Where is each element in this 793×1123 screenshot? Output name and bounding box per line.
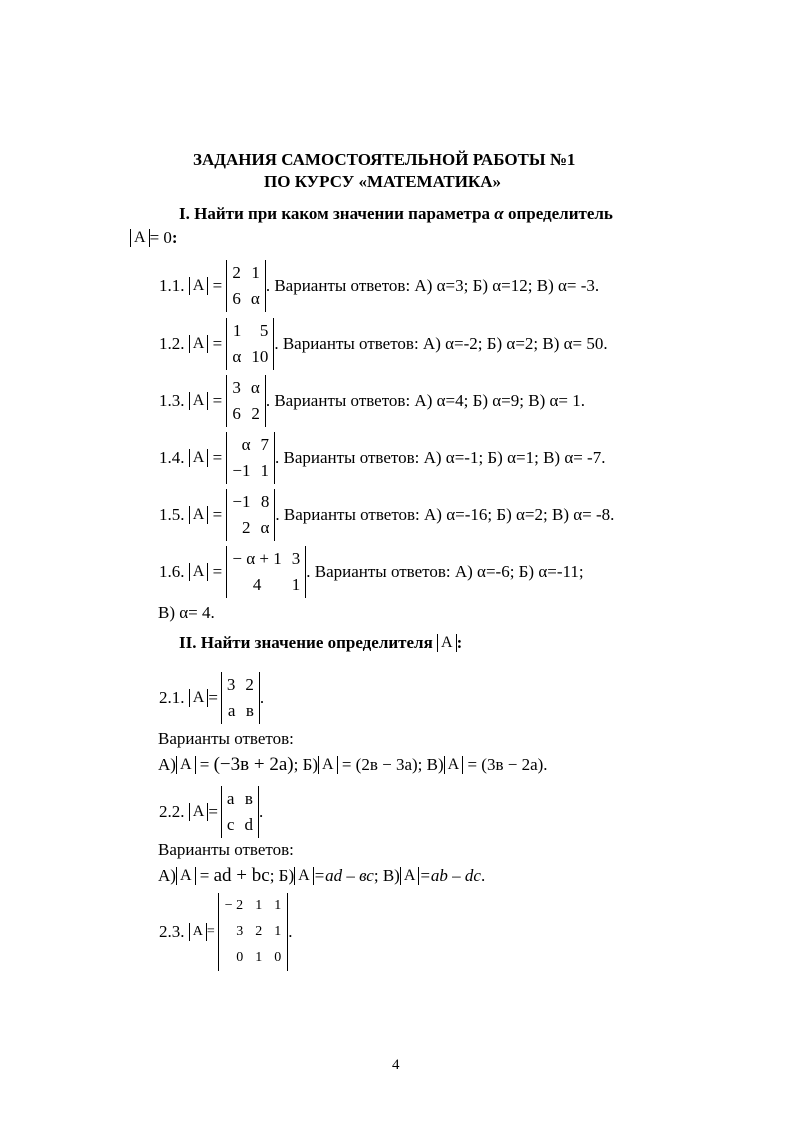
problem-2-1: 2.1. A = 3 2 а в . [159, 672, 264, 724]
determinant-matrix: 2 1 6 α [226, 260, 265, 312]
determinant-matrix: а в с d [221, 786, 259, 838]
problem-2-3: 2.3. A = − 2 1 1 3 2 1 0 1 0 . [159, 893, 292, 971]
determinant-matrix: − 2 1 1 3 2 1 0 1 0 [218, 893, 288, 971]
page-number: 4 [392, 1057, 400, 1073]
determinant-matrix: 3 α 6 2 [226, 375, 265, 427]
determinant-matrix: 3 2 а в [221, 672, 260, 724]
abs-A: A [130, 229, 150, 247]
answers-2-1: А) A = (−3в + 2а) ; Б) A = (2в − 3а) ; В) A = (3в − 2а) . [158, 754, 548, 775]
title-line-2: ПО КУРСУ «МАТЕМАТИКА» [264, 172, 502, 191]
problem-1-6: 1.6. A = − α + 1 3 4 1 . Варианты ответов: А) α=-6; Б) α=-11; [159, 546, 584, 598]
problem-1-2: 1.2. A = 1 5 α 10 . Варианты ответов: А) α=-2; Б) α=2; В) α= 50. [159, 318, 608, 370]
section-2-heading: II. Найти значение определителя A : [179, 633, 463, 652]
answers-2-2: А) A = ad + bc ; Б) A =ad – вс ; В) A =ab – dc . [158, 865, 486, 886]
section-1-condition: A = 0 : [130, 228, 178, 248]
determinant-matrix: 1 5 α 10 [226, 318, 274, 370]
problem-1-5: 1.5. A = −1 8 2 α . Варианты ответов: А) α=-16; Б) α=2; В) α= -8. [159, 489, 614, 541]
section-1-heading: I. Найти при каком значении параметра α определитель [179, 204, 613, 223]
determinant-matrix: −1 8 2 α [226, 489, 275, 541]
variants-label: Варианты ответов: [158, 729, 294, 748]
problem-1-3: 1.3. A = 3 α 6 2 . Варианты ответов: А) α=4; Б) α=9; В) α= 1. [159, 375, 585, 427]
problem-2-2: 2.2. A = а в с d . [159, 786, 263, 838]
determinant-matrix: − α + 1 3 4 1 [226, 546, 306, 598]
variants-label: Варианты ответов: [158, 840, 294, 859]
problem-1-1: 1.1. A = 2 1 6 α . Варианты ответов: А) α=3; Б) α=12; В) α= -3. [159, 260, 599, 312]
title-line-1: ЗАДАНИЯ САМОСТОЯТЕЛЬНОЙ РАБОТЫ №1 [193, 150, 576, 169]
problem-1-4: 1.4. A = α 7 −1 1 . Варианты ответов: А) α=-1; Б) α=1; В) α= -7. [159, 432, 605, 484]
determinant-matrix: α 7 −1 1 [226, 432, 275, 484]
problem-1-6-wrap: В) α= 4. [158, 603, 215, 622]
